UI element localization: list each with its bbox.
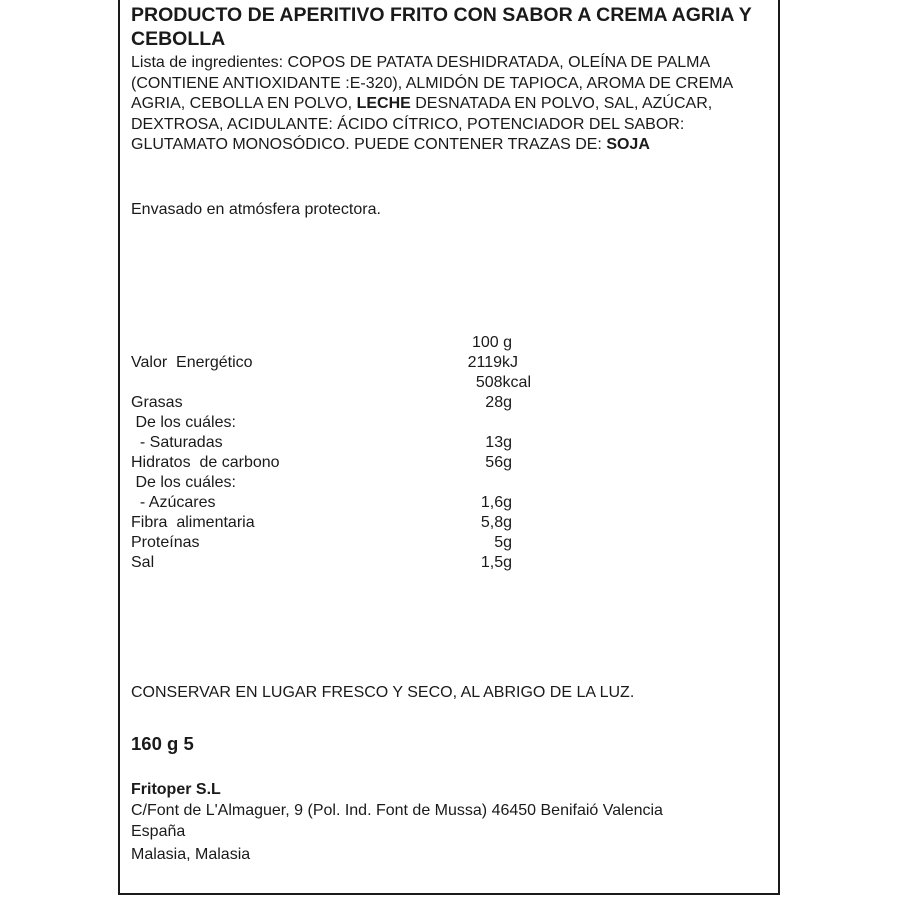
- protein-value: 5g: [494, 534, 512, 551]
- carbs-value: 56g: [485, 454, 512, 471]
- ingredients-text-2: DESNATADA EN POLVO, SAL, AZÚCAR, DEXTROSA, ACIDULANTE: ÁCIDO CÍTRICO, POTENCIADOR DEL SABOR: GLUTAMATO MONOSÓDICO. PUEDE CONTENER TRAZAS DE:: [131, 95, 713, 153]
- saturated-label: - Saturadas: [131, 434, 223, 451]
- ingredients-text-1: Lista de ingredientes: COPOS DE PATATA DESHIDRATADA, OLEÍNA DE PALMA (CONTIENE ANTIOXIDANTE :E-320), ALMIDÓN DE TAPIOCA, AROMA DE CREMA AGRIA, CEBOLLA EN POLVO,: [131, 54, 733, 112]
- sugars-label: - Azúcares: [131, 494, 216, 511]
- company-address: C/Font de L'Almaguer, 9 (Pol. Ind. Font de Mussa) 46450 Benifaió Valencia: [131, 802, 663, 819]
- packaging-note: Envasado en atmósfera protectora.: [131, 201, 381, 218]
- storage-instructions: CONSERVAR EN LUGAR FRESCO Y SECO, AL ABRIGO DE LA LUZ.: [131, 684, 635, 701]
- carbs-of-which-label: De los cuáles:: [131, 474, 236, 491]
- energy-kcal: 508kcal: [475, 374, 531, 391]
- net-weight: 160 g 5: [131, 733, 194, 754]
- fibre-value: 5,8g: [480, 514, 512, 531]
- fat-label: Grasas: [131, 394, 183, 411]
- saturated-value: 13g: [485, 434, 512, 451]
- salt-label: Sal: [131, 554, 155, 571]
- sugars-value: 1,6g: [480, 494, 512, 511]
- energy-label: Valor Energético: [131, 354, 253, 371]
- product-title: PRODUCTO DE APERITIVO FRITO CON SABOR A CREMA AGRIA Y CEBOLLA: [131, 4, 752, 50]
- protein-label: Proteínas: [131, 534, 200, 551]
- allergen-milk: LECHE: [356, 95, 411, 112]
- ingredients-list: [131, 53, 771, 156]
- fibre-label: Fibra alimentaria: [131, 514, 255, 531]
- allergen-soy: SOJA: [606, 136, 650, 153]
- fat-of-which-label: De los cuáles:: [131, 414, 236, 431]
- nutrition-header: 100 g: [471, 334, 512, 351]
- carbs-label: Hidratos de carbono: [131, 454, 280, 471]
- company-country: España: [131, 823, 186, 840]
- fat-value: 28g: [485, 394, 512, 411]
- company-name: Fritoper S.L: [131, 781, 221, 798]
- energy-kj: 2119kJ: [467, 354, 518, 371]
- salt-value: 1,5g: [480, 554, 512, 571]
- origin-country: Malasia, Malasia: [131, 846, 251, 863]
